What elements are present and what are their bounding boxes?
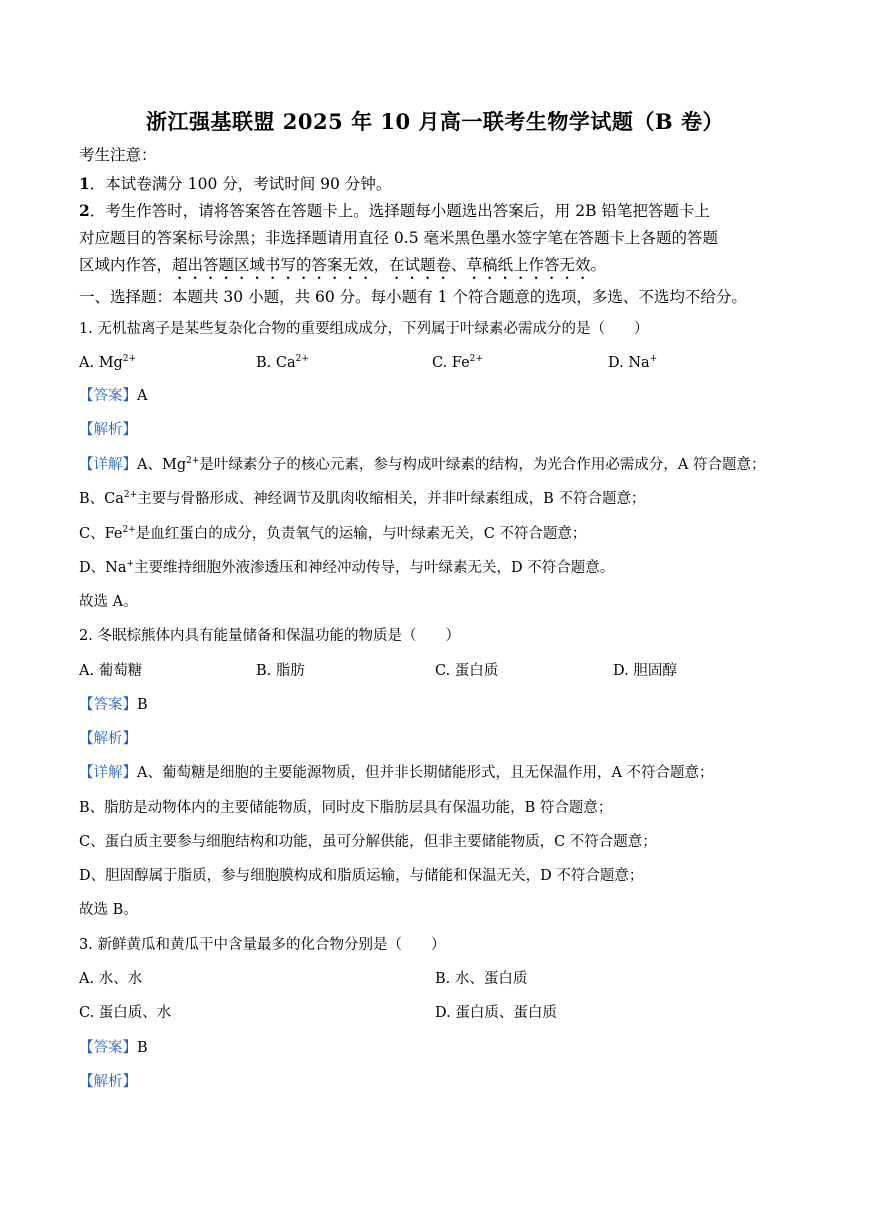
q1-option-b [256, 353, 309, 373]
q1-option-d [608, 353, 657, 373]
q3-answer [79, 1038, 148, 1058]
section-heading: 一、选择题：本题共 30 小题，共 60 分。每小题有 1 个符合题意的选项，多选、不选均不给分。 [79, 288, 747, 306]
notice-item-2-line-1 [79, 201, 710, 221]
notice-item-2-number: 2 [79, 201, 90, 220]
q1-option-a-text: A. Mg [79, 355, 123, 371]
answer-tag: 【答案】 [79, 697, 137, 713]
q1-detail-4-a: D、Na [79, 560, 127, 576]
q1-conclusion: 故选 A。 [79, 594, 138, 610]
q1-stem: 1. 无机盐离子是某些复杂化合物的重要组成成分，下列属于叶绿素必需成分的是（ ） [79, 321, 649, 337]
q1-answer-value: A [137, 388, 148, 404]
q1-detail-2-b: 主要与骨骼形成、神经调节及肌肉收缩相关，并非叶绿素组成，B 不符合题意； [137, 491, 646, 507]
q1-option-b-text: B. Ca [256, 355, 296, 371]
q3-stem: 3. 新鲜黄瓜和黄瓜干中含量最多的化合物分别是（ ） [79, 937, 446, 953]
q2-detail-1-text: A、葡萄糖是细胞的主要能源物质，但并非长期储能形式，且无保温作用，A 不符合题意； [137, 765, 714, 781]
notice-item-1-text: ．本试卷满分 100 分，考试时间 90 分钟。 [89, 175, 392, 193]
q2-option-c: C. 蛋白质 [435, 663, 499, 679]
q1-option-c [432, 353, 483, 373]
q1-detail-3-a: C、Fe [79, 526, 123, 542]
q3-option-d: D. 蛋白质、蛋白质 [435, 1005, 557, 1021]
q2-detail-1 [79, 763, 714, 783]
q1-option-c-text: C. Fe [432, 355, 470, 371]
answer-tag: 【答案】 [79, 388, 137, 404]
q1-detail-1-b: 是叶绿素分子的核心元素，参与构成叶绿素的结构，为光合作用必需成分，A 符合题意； [199, 457, 766, 473]
q2-detail-3: C、蛋白质主要参与细胞结构和功能，虽可分解供能，但非主要储能物质，C 不符合题意； [79, 834, 657, 850]
q1-option-d-text: D. Na [608, 355, 650, 371]
q1-detail-1 [79, 455, 765, 475]
notice-line-3-start: 区域内作答， [79, 256, 173, 274]
detail-tag: 【详解】 [79, 457, 137, 473]
q2-answer [79, 695, 148, 715]
q2-stem: 2. 冬眠棕熊体内具有能量储备和保温功能的物质是（ ） [79, 628, 460, 644]
q2-conclusion: 故选 B。 [79, 902, 138, 918]
q2-answer-value: B [137, 697, 148, 713]
q1-analysis: 【解析】 [79, 422, 137, 438]
q2-analysis: 【解析】 [79, 731, 137, 747]
notice-item-1-number: 1 [79, 174, 90, 193]
q1-detail-1-charge: 2+ [186, 456, 200, 466]
q2-option-d: D. 胆固醇 [613, 663, 677, 679]
q1-option-a [79, 353, 136, 373]
q3-option-a: A. 水、水 [79, 971, 143, 987]
q3-answer-value: B [137, 1040, 148, 1056]
q1-option-b-charge: 2+ [295, 354, 309, 364]
q1-option-c-charge: 2+ [469, 354, 483, 364]
q3-analysis: 【解析】 [79, 1074, 137, 1090]
notice-item-2-text: ．考生作答时，请将答案答在答题卡上。选择题每小题选出答案后，用 2B 铅笔把答题卡上 [89, 202, 710, 220]
emphasized-warning: 超出答题区域书写的答案无效，在试题卷、草稿纸上作答无效 [172, 256, 591, 274]
q1-option-a-charge: 2+ [122, 354, 137, 364]
q1-detail-2 [79, 489, 645, 509]
q3-option-c: C. 蛋白质、水 [79, 1005, 172, 1021]
notice-line-3-end: 。 [590, 256, 607, 274]
page-title: 浙江强基联盟 2025 年 10 月高一联考生物学试题（B 卷） [146, 109, 724, 134]
notice-heading: 考生注意： [79, 146, 157, 164]
q1-detail-3-b: 是血红蛋白的成分，负责氧气的运输，与叶绿素无关，C 不符合题意； [135, 526, 587, 542]
q2-detail-4: D、胆固醇属于脂质，参与细胞膜构成和脂质运输，与储能和保温无关，D 不符合题意； [79, 868, 644, 884]
q1-option-d-charge: + [649, 354, 658, 364]
notice-item-2-line-2: 对应题目的答案标号涂黑；非选择题请用直径 0.5 毫米黑色墨水签字笔在答题卡上各题的答题 [79, 229, 719, 247]
notice-item-2-line-3 [79, 255, 606, 283]
q1-detail-1-a: A、Mg [137, 457, 187, 473]
answer-tag: 【答案】 [79, 1040, 137, 1056]
q3-option-b: B. 水、蛋白质 [435, 971, 528, 987]
q1-detail-2-charge: 2+ [123, 490, 138, 500]
q1-detail-4 [79, 558, 614, 578]
detail-tag: 【详解】 [79, 765, 137, 781]
q2-option-b: B. 脂肪 [256, 663, 305, 679]
q2-option-a: A. 葡萄糖 [79, 663, 143, 679]
q1-detail-2-a: B、Ca [79, 491, 124, 507]
q1-detail-3 [79, 524, 586, 544]
notice-item-1 [79, 174, 391, 194]
q1-detail-4-charge: + [126, 559, 135, 569]
q1-answer [79, 386, 147, 406]
q1-detail-4-b: 主要维持细胞外液渗透压和神经冲动传导，与叶绿素无关，D 不符合题意。 [134, 560, 615, 576]
q2-detail-2: B、脂肪是动物体内的主要储能物质，同时皮下脂肪层具有保温功能，B 符合题意； [79, 800, 613, 816]
q1-detail-3-charge: 2+ [122, 525, 136, 535]
